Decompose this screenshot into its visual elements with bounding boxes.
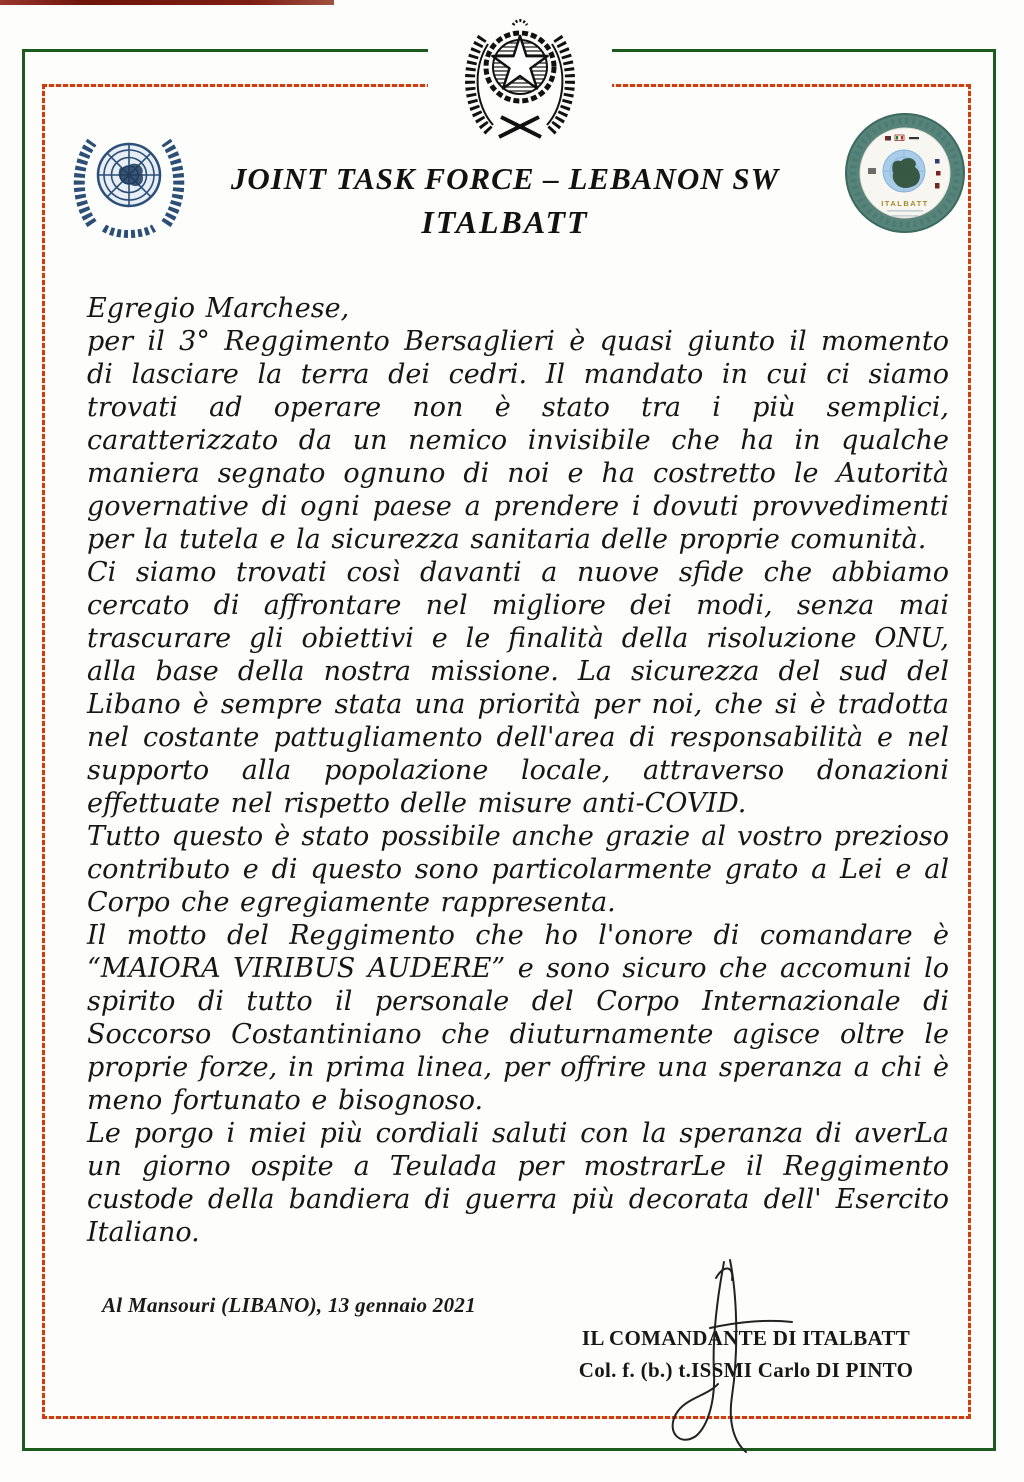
letter-paragraph: per il 3° Reggimento Bersaglieri è quasi giunto il momento di lasciare la terra dei cedri. Il mandato in cui ci siamo trovati ad operare non è stato tra i più semplici, caratterizzato da un nemico invisibile che ha in qualche maniera segnato ognuno di noi e ha costretto le Autorità governative di ogni paese a prendere i dovuti provvedimenti per la tutela e la sicurezza sanitaria delle proprie comunità.: [87, 326, 949, 555]
italbatt-badge-icon: [843, 111, 967, 235]
signature-name: Col. f. (b.) t.ISSMI Carlo DI PINTO: [578, 1358, 914, 1382]
united-nations-emblem: [72, 120, 186, 243]
italian-republic-emblem-icon: [461, 13, 579, 141]
italian-republic-emblem: [428, 0, 612, 150]
letterhead-title-line1: JOINT TASK FORCE – LEBANON SW: [230, 161, 780, 196]
letter-paragraph: Ci siamo trovati così davanti a nuove sfide che abbiamo cercato di affrontare nel migliore dei modi, senza mai trascurare gli obiettivi e le finalità della risoluzione ONU, alla base della nostra missione. La sicurezza del sud del Libano è sempre stata una priorità per noi, che si è tradotta nel costante pattugliamento dell'area di responsabilità e nel supporto alla popolazione locale, attraverso donazioni effettuate nel rispetto delle misure anti-COVID.: [87, 557, 949, 819]
salutation: Egregio Marchese,: [87, 293, 350, 324]
inner-red-border-right: [968, 84, 971, 1419]
letterhead-title-line2: ITALBATT: [421, 204, 589, 240]
letter-paragraph: Tutto questo è stato possibile anche grazie al vostro prezioso contributo e di questo sono particolarmente grato a Lei e al Corpo che egregiamente rappresenta.: [87, 821, 949, 918]
letter-paragraph: Il motto del Reggimento che ho l'onore di comandare è “MAIORA VIRIBUS AUDERE” e sono sicuro che accomuni lo spirito di tutto il personale del Corpo Internazionale di Soccorso Costantiniano che diuturnamente agisce oltre le proprie forze, in prima linea, per offrire una speranza a chi è meno fortunato e bisognoso.: [87, 920, 949, 1116]
inner-red-border-left: [42, 84, 45, 1419]
letter-paragraph: Le porgo i miei più cordiali saluti con la speranza di averLa un giorno ospite a Teulada per mostrarLe il Reggimento custode della bandiera di guerra più decorata dell' Esercito Italiano.: [87, 1118, 949, 1248]
handwritten-signature: [652, 1256, 802, 1461]
scan-artifact-streak: [0, 0, 334, 5]
badge-label: ITALBATT: [881, 199, 929, 208]
inner-red-border-bottom: [42, 1416, 971, 1419]
dateline: Al Mansouri (LIBANO), 13 gennaio 2021: [102, 1293, 476, 1317]
signature-title: IL COMANDANTE DI ITALBATT: [581, 1326, 911, 1350]
un-emblem-icon: [72, 120, 186, 238]
italbatt-round-badge: [843, 111, 967, 240]
letterhead: [180, 158, 830, 244]
letter-body: [87, 292, 949, 1249]
